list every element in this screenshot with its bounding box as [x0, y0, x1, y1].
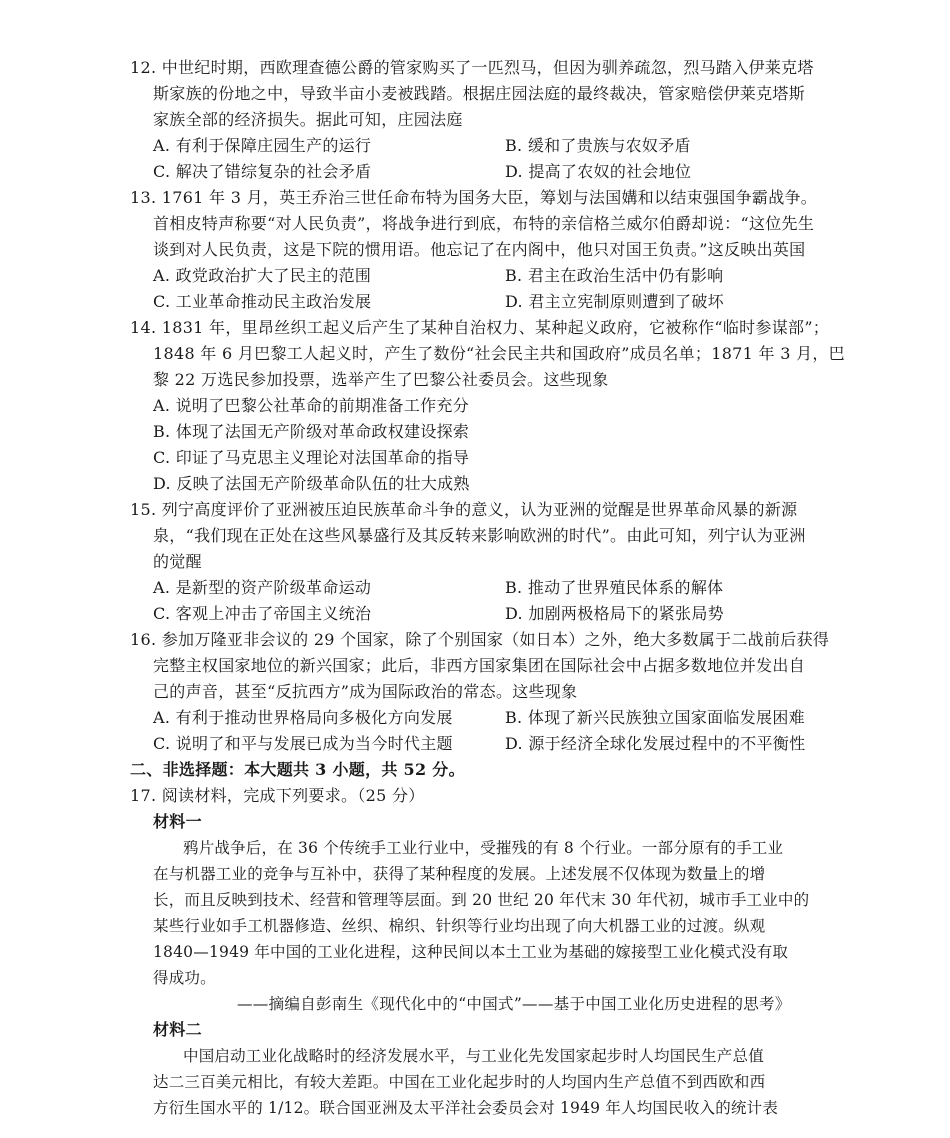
q13-option-b: B. 君主在政治生活中仍有影响 — [505, 266, 724, 285]
q16-option-d: D. 源于经济全球化发展过程中的不平衡性 — [505, 734, 806, 753]
q13-stem-line-3: 谈到对人民负责，这是下院的惯用语。他忘记了在内阁中，他只对国王负责。”这反映出英国 — [153, 240, 806, 259]
q17-stem: 17. 阅读材料，完成下列要求。（25 分） — [130, 786, 425, 805]
q13-option-c: C. 工业革命推动民主政治发展 — [153, 292, 372, 311]
material-1-line-6: 得成功。 — [153, 969, 216, 987]
material-2-title: 材料二 — [153, 1020, 202, 1039]
material-1-line-1: 鸦片战争后，在 36 个传统手工业行业中，受摧残的有 8 个行业。一部分原有的手工业 — [183, 839, 784, 857]
q14-option-c: C. 印证了马克思主义理论对法国革命的指导 — [153, 448, 470, 467]
q15-option-c: C. 客观上冲击了帝国主义统治 — [153, 604, 372, 623]
material-1-line-3: 长，而且反映到技术、经营和管理等层面。到 20 世纪 20 年代末 30 年代初，城市手工业中的 — [153, 891, 810, 909]
material-1-title: 材料一 — [153, 812, 202, 831]
q13-stem-line-2: 首相皮特声称要“对人民负责”，将战争进行到底，布特的亲信格兰威尔伯爵却说：“这位先生 — [153, 214, 815, 233]
material-1-line-5: 1840—1949 年中国的工业化进程，这种民间以本土工业为基础的嫁接型工业化模式没有取 — [153, 943, 789, 961]
q14-stem-line-1: 14. 1831 年，里昂丝织工起义后产生了某种自治权力、某种起义政府，它被称作“临时参谋部”； — [130, 318, 830, 337]
material-2-line-2: 达二三百美元相比，有较大差距。中国在工业化起步时的人均国内生产总值不到西欧和西 — [153, 1073, 766, 1091]
material-1-line-2: 在与机器工业的竞争与互补中，获得了某种程度的发展。上述发展不仅体现为数量上的增 — [153, 865, 766, 883]
q16-option-c: C. 说明了和平与发展已成为当今时代主题 — [153, 734, 453, 753]
section-heading: 二、非选择题：本大题共 3 小题，共 52 分。 — [130, 760, 465, 779]
q14-stem-line-3: 黎 22 万选民参加投票，选举产生了巴黎公社委员会。这些现象 — [153, 370, 609, 389]
q12-stem-line-2: 斯家族的份地之中，导致半亩小麦被践踏。根据庄园法庭的最终裁决，管家赔偿伊莱克塔斯 — [153, 84, 806, 103]
q15-stem-line-3: 的觉醒 — [153, 552, 202, 571]
q12-stem-line-1: 12. 中世纪时期，西欧理查德公爵的管家购买了一匹烈马，但因为驯养疏忽，烈马踏入伊莱克塔 — [130, 58, 814, 77]
q16-option-b: B. 体现了新兴民族独立国家面临发展困难 — [505, 708, 805, 727]
material-2-line-3: 方衍生国水平的 1/12。联合国亚洲及太平洋社会委员会对 1949 年人均国民收入的统计表 — [153, 1099, 779, 1117]
q12-stem-line-3: 家族全部的经济损失。据此可知，庄园法庭 — [153, 110, 463, 129]
q16-stem-line-3: 己的声音，甚至“反抗西方”成为国际政治的常态。这些现象 — [153, 682, 578, 701]
q15-stem-line-2: 泉，“我们现在正处在这些风暴盛行及其反转来影响欧洲的时代”。由此可知，列宁认为亚洲 — [153, 526, 806, 545]
material-1-source: ——摘编自彭南生《现代化中的“中国式”——基于中国工业化历史进程的思考》 — [237, 995, 791, 1013]
q15-option-b: B. 推动了世界殖民体系的解体 — [505, 578, 724, 597]
q16-stem-line-1: 16. 参加万隆亚非会议的 29 个国家，除了个别国家（如日本）之外，绝大多数属于二战前后获得 — [130, 630, 830, 649]
q13-option-d: D. 君主立宪制原则遭到了破坏 — [505, 292, 724, 311]
q15-stem-line-1: 15. 列宁高度评价了亚洲被压迫民族革命斗争的意义，认为亚洲的觉醒是世界革命风暴的新源 — [130, 500, 798, 519]
q14-option-b: B. 体现了法国无产阶级对革命政权建设探索 — [153, 422, 470, 441]
q12-option-b: B. 缓和了贵族与农奴矛盾 — [505, 136, 691, 155]
q12-option-c: C. 解决了错综复杂的社会矛盾 — [153, 162, 372, 181]
material-2-line-1: 中国启动工业化战略时的经济发展水平，与工业化先发国家起步时人均国民生产总值 — [183, 1047, 764, 1065]
q15-option-a: A. 是新型的资产阶级革命运动 — [153, 578, 372, 597]
q15-option-d: D. 加剧两极格局下的紧张局势 — [505, 604, 724, 623]
q12-option-d: D. 提高了农奴的社会地位 — [505, 162, 692, 181]
material-1-line-4: 某些行业如手工机器修造、丝织、棉织、针织等行业均出现了向大机器工业的过渡。纵观 — [153, 917, 766, 935]
q16-stem-line-2: 完整主权国家地位的新兴国家；此后，非西方国家集团在国际社会中占据多数地位并发出自 — [153, 656, 806, 675]
q14-option-a: A. 说明了巴黎公社革命的前期准备工作充分 — [153, 396, 470, 415]
q13-stem-line-1: 13. 1761 年 3 月，英王乔治三世任命布特为国务大臣，筹划与法国媾和以结束强国争霸战争。 — [130, 188, 818, 207]
q16-option-a: A. 有利于推动世界格局向多极化方向发展 — [153, 708, 453, 727]
q14-stem-line-2: 1848 年 6 月巴黎工人起义时，产生了数份“社会民主共和国政府”成员名单；1871 年 3 月，巴 — [153, 344, 845, 363]
q14-option-d: D. 反映了法国无产阶级革命队伍的壮大成熟 — [153, 474, 470, 493]
q12-option-a: A. 有利于保障庄园生产的运行 — [153, 136, 372, 155]
q13-option-a: A. 政党政治扩大了民主的范围 — [153, 266, 372, 285]
